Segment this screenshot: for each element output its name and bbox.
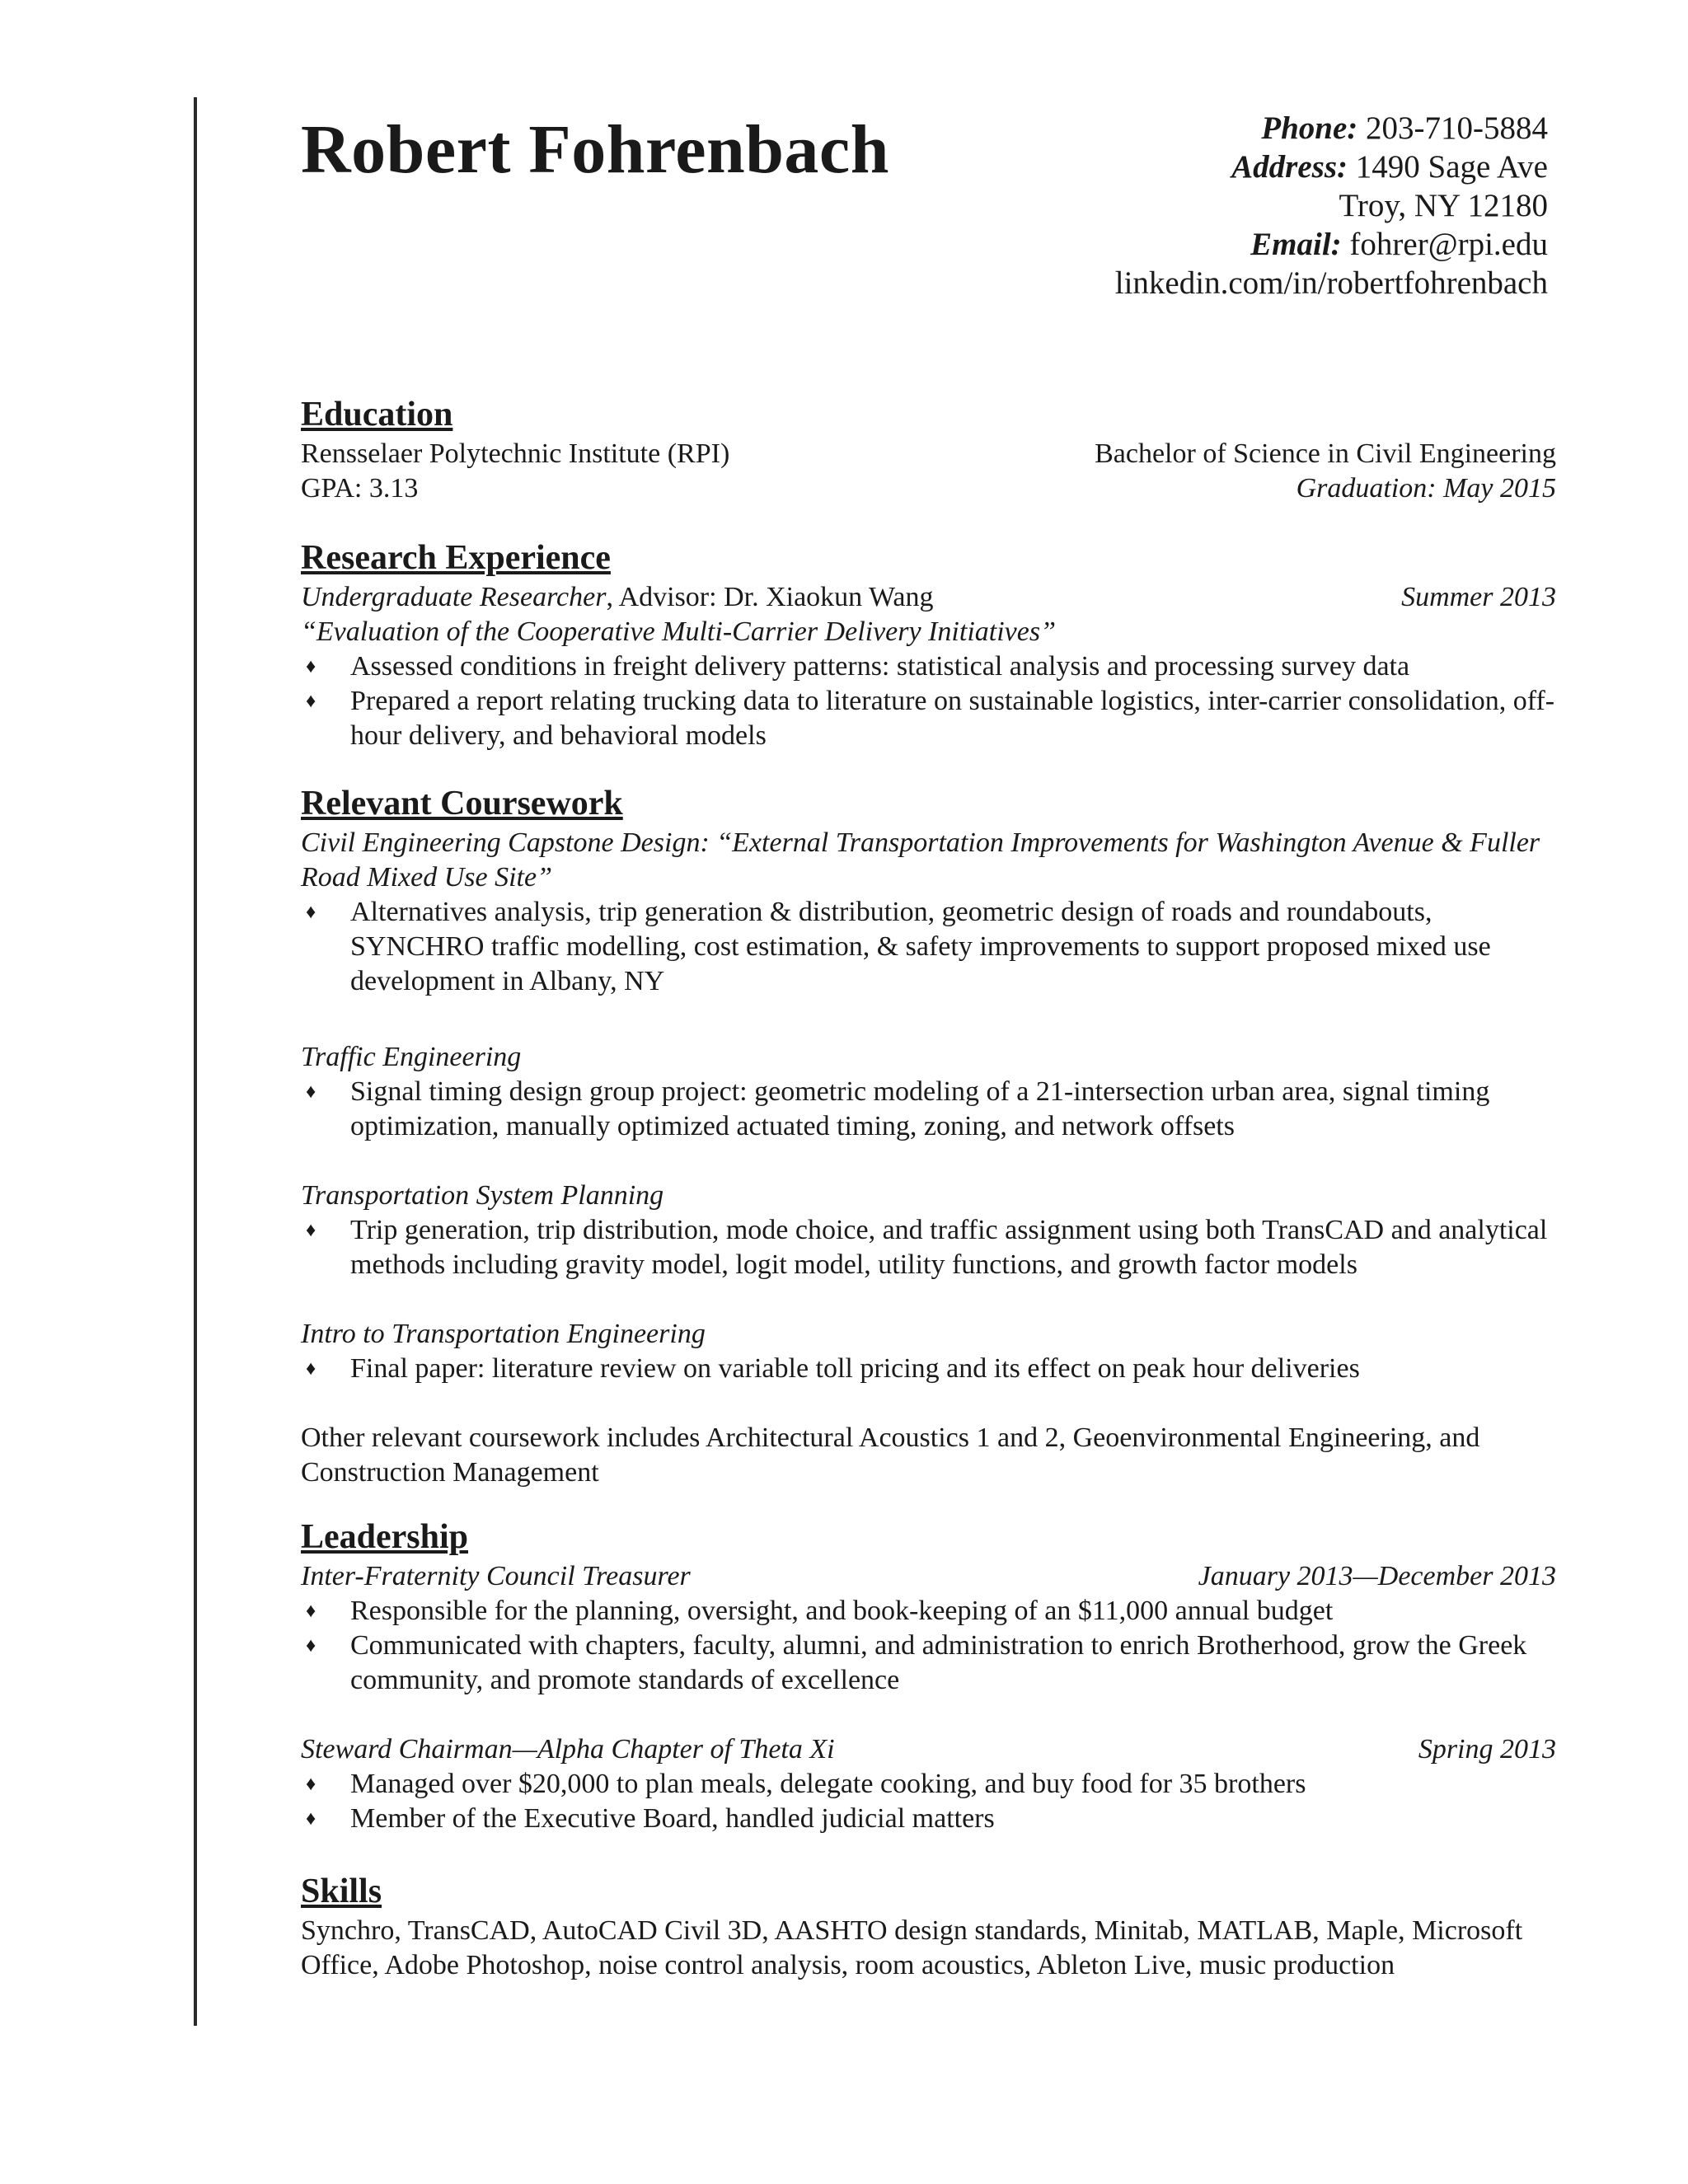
list-item: [301, 1629, 1570, 1698]
diamond-bullet-icon: ♦: [306, 902, 316, 923]
education-school-row: [301, 437, 1556, 471]
gpa: GPA: 3.13: [301, 473, 419, 504]
bullet-text: Final paper: literature review on variable toll pricing and its effect on peak hour deliveries: [350, 1353, 1360, 1384]
diamond-bullet-icon: ♦: [306, 1358, 316, 1380]
skills-heading: Skills: [301, 1872, 382, 1910]
list-item: [301, 895, 1570, 999]
address-line: [1115, 148, 1548, 186]
diamond-bullet-icon: ♦: [306, 691, 316, 712]
bullet-text: Communicated with chapters, faculty, alumni, and administration to enrich Brotherhood, grow the Greek community, and promote standards of excellence: [350, 1630, 1527, 1695]
list-item: [301, 1767, 1570, 1802]
bullet-text: Managed over $20,000 to plan meals, delegate cooking, and buy food for 35 brothers: [350, 1769, 1306, 1799]
list-item: [301, 1352, 1570, 1386]
bullet-text: Assessed conditions in freight delivery patterns: statistical analysis and processing survey data: [350, 651, 1410, 682]
bullet-text: Responsible for the planning, oversight, and book-keeping of an $11,000 annual budget: [350, 1596, 1334, 1626]
school-name: Rensselaer Polytechnic Institute (RPI): [301, 438, 730, 469]
diamond-bullet-icon: ♦: [306, 1635, 316, 1657]
other-coursework: Other relevant coursework includes Architectural Acoustics 1 and 2, Geoenvironmental Engineering, and Construction Management: [301, 1422, 1480, 1488]
linkedin-link[interactable]: linkedin.com/in/robertfohrenbach: [1114, 265, 1548, 301]
contact-block: [1115, 109, 1548, 302]
diamond-bullet-icon: ♦: [306, 1081, 316, 1103]
bullet-text: Member of the Executive Board, handled judicial matters: [350, 1803, 995, 1834]
list-item: [301, 1802, 1570, 1836]
leadership-heading: Leadership: [301, 1518, 469, 1556]
intro-course-title: Intro to Transportation Engineering: [301, 1319, 706, 1349]
bullet-text: Alternatives analysis, trip generation & distribution, geometric design of roads and roundabouts, SYNCHRO traffic modelling, cost estimation, & safety improvements to support proposed mixed use development in Albany, NY: [350, 897, 1491, 996]
traffic-course-title: Traffic Engineering: [301, 1042, 522, 1072]
capstone-title: Civil Engineering Capstone Design: “External Transportation Improvements for Washington Avenue & Fuller Road Mixed Use Site”: [301, 827, 1540, 893]
phone-label: Phone:: [1261, 110, 1358, 146]
address-street: 1490 Sage Ave: [1355, 149, 1548, 185]
list-item: [301, 1594, 1570, 1629]
bullet-text: Signal timing design group project: geometric modeling of a 21-intersection urban area, signal timing optimization, manually optimized actuated timing, zoning, and network offsets: [350, 1076, 1490, 1141]
education-gpa-row: [301, 471, 1556, 506]
diamond-bullet-icon: ♦: [306, 1774, 316, 1795]
address-label: Address:: [1231, 149, 1348, 185]
coursework-heading: Relevant Coursework: [301, 785, 623, 823]
research-advisor: , Advisor: Dr. Xiaokun Wang: [606, 582, 934, 612]
candidate-name: Robert Fohrenbach: [301, 111, 889, 188]
research-role: Undergraduate Researcher: [301, 582, 607, 612]
steward-date: Spring 2013: [1418, 1734, 1556, 1765]
diamond-bullet-icon: ♦: [306, 1808, 316, 1830]
research-heading: Research Experience: [301, 539, 611, 577]
list-item: [301, 1213, 1570, 1282]
skills-text: Synchro, TransCAD, AutoCAD Civil 3D, AASHTO design standards, Minitab, MATLAB, Maple, Microsoft Office, Adobe Photoshop, noise control analysis, room acoustics, Ableton Live, music production: [301, 1915, 1523, 1980]
research-role-row: [301, 580, 1556, 615]
ifc-date: January 2013—December 2013: [1198, 1561, 1556, 1591]
research-project: “Evaluation of the Cooperative Multi-Carrier Delivery Initiatives”: [301, 616, 1056, 647]
email-value[interactable]: fohrer@rpi.edu: [1349, 227, 1548, 262]
margin-rule: [194, 97, 197, 2026]
planning-course-title: Transportation System Planning: [301, 1180, 664, 1211]
steward-role: Steward Chairman—Alpha Chapter of Theta Xi: [301, 1734, 835, 1765]
address-city: Troy, NY 12180: [1339, 188, 1548, 223]
phone-line: [1115, 109, 1548, 148]
ifc-role-row: [301, 1559, 1556, 1594]
degree: Bachelor of Science in Civil Engineering: [1095, 438, 1556, 469]
bullet-text: Trip generation, trip distribution, mode choice, and traffic assignment using both TransCAD and analytical methods including gravity model, logit model, utility functions, and growth factor models: [350, 1215, 1548, 1280]
bullet-text: Prepared a report relating trucking data to literature on sustainable logistics, inter-carrier consolidation, off-hour delivery, and behavioral models: [350, 686, 1555, 751]
diamond-bullet-icon: ♦: [306, 1601, 316, 1622]
list-item: [301, 684, 1570, 753]
email-label: Email:: [1250, 227, 1342, 262]
steward-role-row: [301, 1732, 1556, 1767]
list-item: [301, 649, 1570, 684]
phone-value: 203-710-5884: [1366, 110, 1548, 146]
diamond-bullet-icon: ♦: [306, 1220, 316, 1241]
email-line: [1115, 225, 1548, 264]
ifc-role: Inter-Fraternity Council Treasurer: [301, 1561, 691, 1591]
education-heading: Education: [301, 396, 453, 434]
list-item: [301, 1075, 1570, 1144]
graduation-date: Graduation: May 2015: [1296, 473, 1556, 504]
research-date: Summer 2013: [1401, 582, 1556, 612]
diamond-bullet-icon: ♦: [306, 656, 316, 677]
